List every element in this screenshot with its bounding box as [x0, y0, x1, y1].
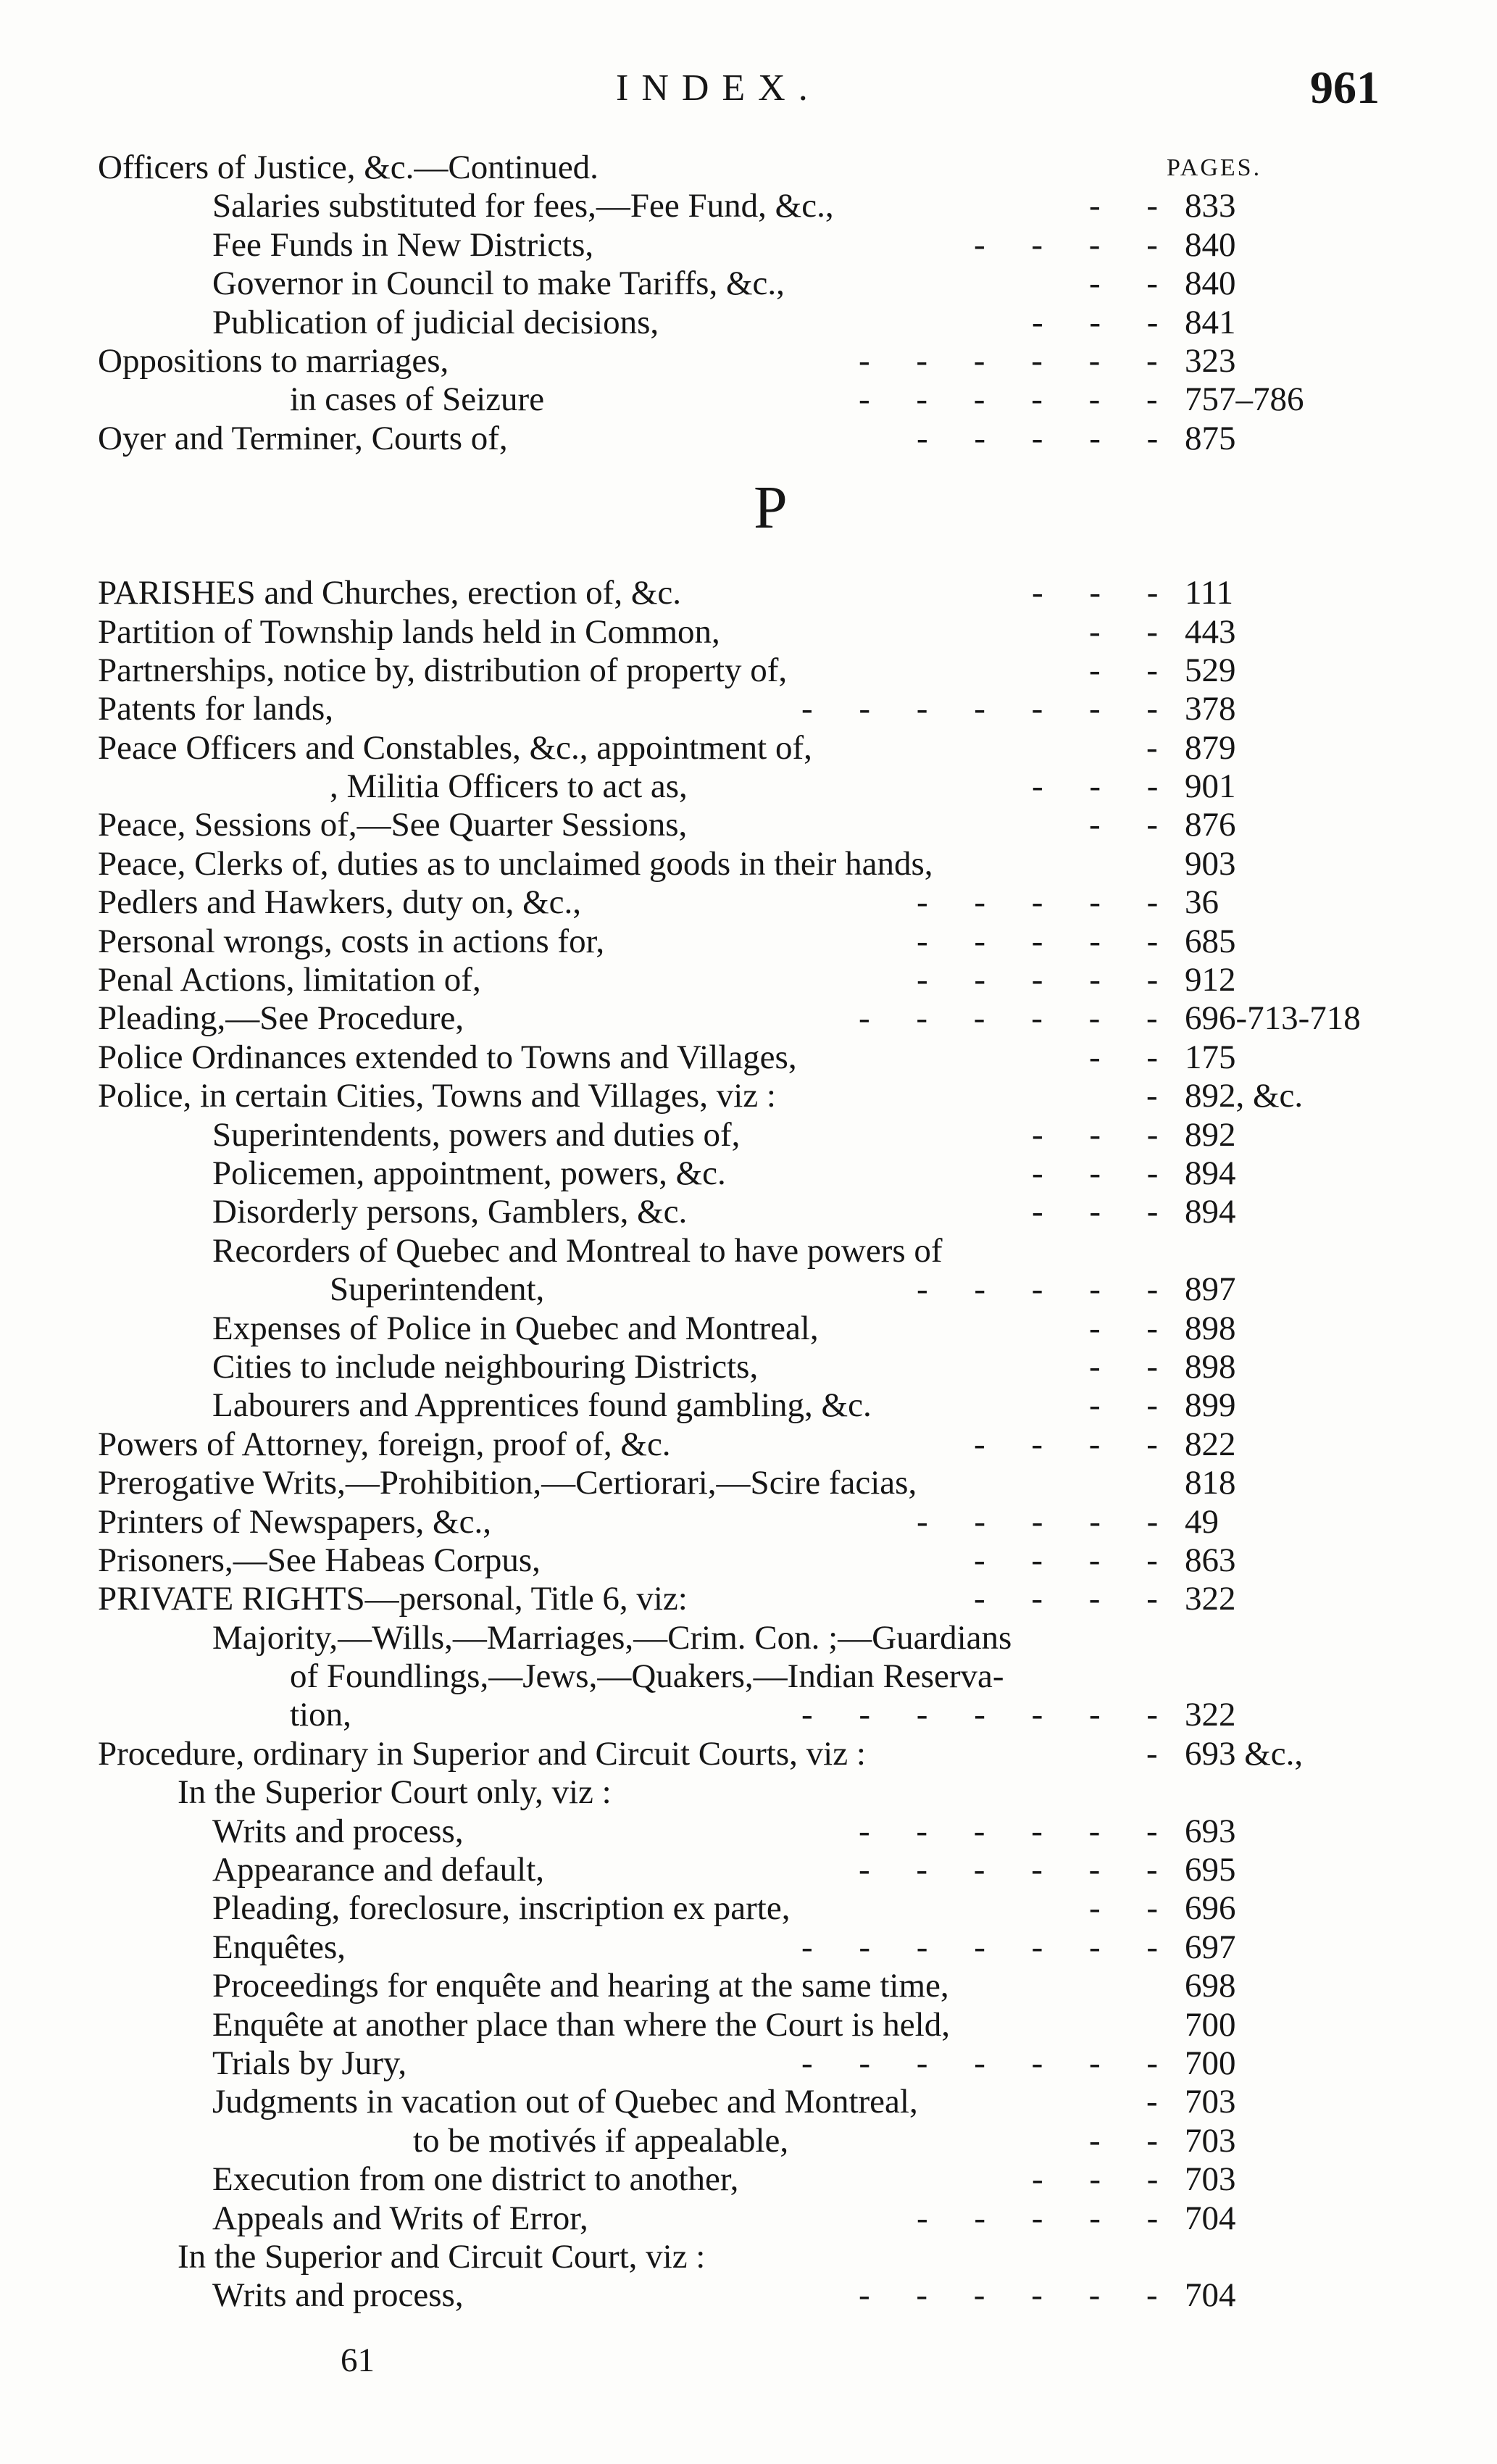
- leader-dashes: -: [1146, 728, 1158, 767]
- leader-dashes: - - - - - -: [859, 2276, 1158, 2315]
- index-entry: [0, 1464, 1497, 1502]
- entry-page-ref: 899: [1185, 1386, 1236, 1425]
- entry-text: Powers of Attorney, foreign, proof of, &c.: [98, 1425, 671, 1463]
- index-entry: [0, 1928, 1497, 1967]
- entry-page-ref: 693 &c.,: [1185, 1734, 1304, 1773]
- index-entry: [0, 613, 1497, 652]
- entry-text: PARISHES and Churches, erection of, &c.: [98, 574, 681, 612]
- leader-dashes: - - -: [1032, 2160, 1159, 2199]
- leader-dashes: - - - - - - -: [801, 2044, 1159, 2082]
- index-entry: [0, 961, 1497, 999]
- entry-text: Superintendent,: [330, 1270, 545, 1309]
- entry-text: PRIVATE RIGHTS—personal, Title 6, viz:: [98, 1580, 688, 1618]
- leader-dashes: - - -: [1032, 1154, 1159, 1192]
- entry-page-ref: 111: [1185, 574, 1234, 612]
- entry-text: Pleading,—See Procedure,: [98, 999, 464, 1038]
- entry-text: Enquête at another place than where the Court is held,: [212, 2005, 950, 2044]
- leader-dashes: -: [1146, 1734, 1158, 1773]
- entry-page-ref: 894: [1185, 1193, 1236, 1231]
- entry-text: Prisoners,—See Habeas Corpus,: [98, 1541, 541, 1579]
- index-entry: [0, 187, 1497, 225]
- index-entry: [0, 1696, 1497, 1734]
- leader-dashes: - - - -: [974, 1425, 1158, 1463]
- entry-text: Pleading, foreclosure, inscription ex parte,: [212, 1889, 791, 1928]
- entry-text: Recorders of Quebec and Montreal to have powers of: [212, 1231, 943, 1270]
- entry-page-ref: 704: [1185, 2199, 1236, 2237]
- entry-page-ref: 912: [1185, 961, 1236, 999]
- leader-dashes: - - - - - -: [859, 1851, 1158, 1889]
- index-entry: [0, 265, 1497, 303]
- leader-dashes: - - -: [1032, 1193, 1159, 1231]
- entry-text: Salaries substituted for fees,—Fee Fund, &c.,: [212, 187, 834, 225]
- entry-page-ref: 841: [1185, 303, 1236, 341]
- leader-dashes: - - - - -: [917, 2199, 1159, 2237]
- index-entry: [0, 149, 1497, 187]
- page-title: INDEX.: [616, 67, 821, 109]
- section-divider: [0, 458, 1497, 574]
- entry-text: tion,: [290, 1696, 351, 1734]
- entry-page-ref: 898: [1185, 1309, 1236, 1347]
- index-entry: [0, 1386, 1497, 1425]
- entry-page-ref: 322: [1185, 1696, 1236, 1734]
- leader-dashes: - - - - -: [917, 1270, 1159, 1309]
- index-entry: [0, 845, 1497, 883]
- entry-text: Expenses of Police in Quebec and Montreal,: [212, 1309, 819, 1347]
- entry-page-ref: 696: [1185, 1889, 1236, 1928]
- page-header: [0, 62, 1497, 125]
- leader-dashes: - - - - - - -: [801, 690, 1159, 728]
- entry-page-ref: 443: [1185, 612, 1236, 651]
- index-entry: [0, 690, 1497, 728]
- index-entry: [0, 1889, 1497, 1928]
- entry-text: Peace, Clerks of, duties as to unclaimed goods in their hands,: [98, 844, 933, 883]
- entry-text: Oppositions to marriages,: [98, 341, 449, 380]
- index-entry: [0, 574, 1497, 612]
- entry-page-ref: 894: [1185, 1154, 1236, 1192]
- entry-text: In the Superior and Circuit Court, viz :: [178, 2237, 706, 2276]
- entry-text: Policemen, appointment, powers, &c.: [212, 1154, 726, 1192]
- leader-dashes: - - - -: [974, 1580, 1158, 1618]
- leader-dashes: - - -: [1032, 303, 1159, 341]
- leader-dashes: - - - - -: [917, 961, 1159, 999]
- leader-dashes: - - - - -: [917, 419, 1159, 457]
- entry-page-ref: 875: [1185, 419, 1236, 457]
- pages-column-label: PAGES.: [1167, 154, 1262, 181]
- entry-page-ref: 322: [1185, 1580, 1236, 1618]
- index-entry: [0, 999, 1497, 1038]
- index-entry: [0, 1619, 1497, 1657]
- entry-page-ref: 529: [1185, 651, 1236, 689]
- entry-page-ref: 876: [1185, 806, 1236, 844]
- entry-page-ref: 685: [1185, 922, 1236, 960]
- entry-text: Trials by Jury,: [212, 2044, 407, 2082]
- entry-text: Cities to include neighbouring Districts,: [212, 1347, 759, 1386]
- index-entry: [0, 2238, 1497, 2276]
- entry-page-ref: 696-713-718: [1185, 999, 1361, 1038]
- entry-text: Personal wrongs, costs in actions for,: [98, 922, 605, 960]
- entry-page-ref: 697: [1185, 1928, 1236, 1966]
- leader-dashes: - - - - - -: [859, 380, 1158, 419]
- index-entries: [0, 149, 1497, 2315]
- index-entry: [0, 1657, 1497, 1696]
- entry-text: , Militia Officers to act as,: [330, 767, 688, 806]
- leader-dashes: - - - - - - -: [801, 1696, 1159, 1734]
- entry-text: Execution from one district to another,: [212, 2160, 739, 2199]
- entry-page-ref: 822: [1185, 1425, 1236, 1463]
- leader-dashes: - -: [1089, 1347, 1159, 1386]
- entry-page-ref: 703: [1185, 2083, 1236, 2121]
- entry-page-ref: 49: [1185, 1502, 1219, 1541]
- leader-dashes: -: [1146, 2083, 1158, 2121]
- index-entry: [0, 1967, 1497, 2005]
- signature-mark: 61: [341, 2342, 375, 2379]
- entry-page-ref: 703: [1185, 2160, 1236, 2199]
- entry-text: Proceedings for enquête and hearing at the same time,: [212, 1967, 949, 2005]
- entry-text: Appearance and default,: [212, 1851, 544, 1889]
- entry-page-ref: 757–786: [1185, 380, 1304, 419]
- leader-dashes: - - -: [1032, 767, 1159, 806]
- index-entry: [0, 226, 1497, 265]
- index-entry: [0, 806, 1497, 844]
- entry-page-ref: 703: [1185, 2121, 1236, 2160]
- entry-page-ref: 840: [1185, 265, 1236, 303]
- entry-text: Governor in Council to make Tariffs, &c.,: [212, 265, 785, 303]
- entry-page-ref: 704: [1185, 2276, 1236, 2315]
- entry-text: Police Ordinances extended to Towns and Villages,: [98, 1038, 797, 1076]
- index-entry: [0, 342, 1497, 380]
- entry-text: Superintendents, powers and duties of,: [212, 1115, 741, 1154]
- index-entry: [0, 1154, 1497, 1193]
- entry-page-ref: 700: [1185, 2044, 1236, 2082]
- entry-text: Majority,—Wills,—Marriages,—Crim. Con. ;—Guardians: [212, 1618, 1012, 1657]
- leader-dashes: - -: [1089, 651, 1159, 689]
- entry-page-ref: 840: [1185, 225, 1236, 264]
- leader-dashes: -: [1146, 1077, 1158, 1115]
- index-entry: [0, 1735, 1497, 1773]
- entry-text: Procedure, ordinary in Superior and Circuit Courts, viz :: [98, 1734, 866, 1773]
- index-entry: [0, 1425, 1497, 1464]
- index-entry: [0, 1270, 1497, 1309]
- index-entry: [0, 380, 1497, 419]
- entry-text: Pedlers and Hawkers, duty on, &c.,: [98, 883, 581, 922]
- index-entry: [0, 2083, 1497, 2121]
- index-entry: [0, 923, 1497, 961]
- index-entry: [0, 1193, 1497, 1231]
- entry-text: Oyer and Terminer, Courts of,: [98, 419, 508, 457]
- index-entry: [0, 1541, 1497, 1580]
- entry-page-ref: 898: [1185, 1347, 1236, 1386]
- index-entry: [0, 1503, 1497, 1541]
- entry-page-ref: 698: [1185, 1967, 1236, 2005]
- index-entry: [0, 1116, 1497, 1154]
- leader-dashes: - -: [1089, 1038, 1159, 1076]
- entry-page-ref: 879: [1185, 728, 1236, 767]
- index-entry: [0, 1773, 1497, 1812]
- index-entry: [0, 652, 1497, 690]
- index-entry: [0, 1348, 1497, 1386]
- leader-dashes: - -: [1089, 1309, 1159, 1347]
- entry-text: Writs and process,: [212, 1812, 464, 1850]
- entry-text: Appeals and Writs of Error,: [212, 2199, 588, 2237]
- entry-text: Prerogative Writs,—Prohibition,—Certiorari,—Scire facias,: [98, 1464, 917, 1502]
- entry-page-ref: 693: [1185, 1812, 1236, 1850]
- entry-page-ref: 892, &c.: [1185, 1077, 1304, 1115]
- entry-page-ref: 695: [1185, 1851, 1236, 1889]
- entry-page-ref: 892: [1185, 1115, 1236, 1154]
- index-entry: [0, 1232, 1497, 1270]
- leader-dashes: - - - -: [974, 1541, 1158, 1579]
- index-entry: [0, 883, 1497, 922]
- index-entry: [0, 2160, 1497, 2199]
- index-entry: [0, 1310, 1497, 1348]
- entry-text: Peace, Sessions of,—See Quarter Sessions,: [98, 806, 688, 844]
- index-entry: [0, 729, 1497, 767]
- leader-dashes: - - - -: [974, 225, 1158, 264]
- index-entry: [0, 2044, 1497, 2083]
- entry-text: Partnerships, notice by, distribution of property of,: [98, 651, 788, 689]
- leader-dashes: - -: [1089, 1386, 1159, 1425]
- entry-page-ref: 323: [1185, 341, 1236, 380]
- index-entry: [0, 767, 1497, 806]
- page-number: 961: [1310, 62, 1380, 113]
- entry-text: to be motivés if appealable,: [413, 2121, 789, 2160]
- entry-text: Publication of judicial decisions,: [212, 303, 659, 341]
- entry-page-ref: 833: [1185, 187, 1236, 225]
- entry-page-ref: 175: [1185, 1038, 1236, 1076]
- entry-text: Patents for lands,: [98, 690, 334, 728]
- leader-dashes: - - - - -: [917, 1502, 1159, 1541]
- leader-dashes: - - -: [1032, 1115, 1159, 1154]
- leader-dashes: - - - - - - -: [801, 1928, 1159, 1966]
- entry-text: Printers of Newspapers, &c.,: [98, 1502, 491, 1541]
- leader-dashes: - - - - - -: [859, 1812, 1158, 1850]
- section-letter: P: [754, 474, 788, 542]
- index-entry: [0, 1851, 1497, 1889]
- index-entry: [0, 1077, 1497, 1115]
- entry-text: Penal Actions, limitation of,: [98, 961, 481, 999]
- entry-text: In the Superior Court only, viz :: [178, 1773, 612, 1812]
- entry-text: of Foundlings,—Jews,—Quakers,—Indian Reserva-: [290, 1657, 1004, 1696]
- entry-page-ref: 863: [1185, 1541, 1236, 1579]
- leader-dashes: - -: [1089, 187, 1159, 225]
- leader-dashes: - - - - - -: [859, 999, 1158, 1038]
- entry-text: Fee Funds in New Districts,: [212, 225, 594, 264]
- entry-page-ref: 901: [1185, 767, 1236, 806]
- index-entry: [0, 2199, 1497, 2238]
- index-entry: [0, 2006, 1497, 2044]
- leader-dashes: - -: [1089, 1889, 1159, 1928]
- index-entry: [0, 420, 1497, 458]
- entry-page-ref: 36: [1185, 883, 1219, 922]
- index-entry: [0, 1812, 1497, 1851]
- entry-text: Police, in certain Cities, Towns and Villages, viz :: [98, 1077, 776, 1115]
- entry-page-ref: 700: [1185, 2005, 1236, 2044]
- index-entry: [0, 2276, 1497, 2315]
- entry-text: Labourers and Apprentices found gambling, &c.: [212, 1386, 872, 1425]
- entry-text: Judgments in vacation out of Quebec and Montreal,: [212, 2083, 918, 2121]
- entry-text: Disorderly persons, Gamblers, &c.: [212, 1193, 688, 1231]
- index-entry: [0, 304, 1497, 342]
- leader-dashes: - -: [1089, 806, 1159, 844]
- leader-dashes: - - - - -: [917, 883, 1159, 922]
- entry-page-ref: 897: [1185, 1270, 1236, 1309]
- entry-text: in cases of Seizure: [290, 380, 545, 419]
- leader-dashes: - - - - - -: [859, 341, 1158, 380]
- index-entry: [0, 1039, 1497, 1077]
- index-entry: [0, 1580, 1497, 1618]
- entry-text: Enquêtes,: [212, 1928, 346, 1966]
- leader-dashes: - -: [1089, 265, 1159, 303]
- entry-text: Partition of Township lands held in Common,: [98, 612, 720, 651]
- entry-text: Peace Officers and Constables, &c., appointment of,: [98, 728, 812, 767]
- leader-dashes: - - -: [1032, 574, 1159, 612]
- entry-text: Writs and process,: [212, 2276, 464, 2315]
- entry-text: Officers of Justice, &c.—Continued.: [98, 149, 599, 186]
- entry-page-ref: 378: [1185, 690, 1236, 728]
- leader-dashes: - -: [1089, 2121, 1159, 2160]
- leader-dashes: - -: [1089, 612, 1159, 651]
- index-entry: [0, 2122, 1497, 2160]
- entry-page-ref: 903: [1185, 844, 1236, 883]
- leader-dashes: - - - - -: [917, 922, 1159, 960]
- entry-page-ref: 818: [1185, 1464, 1236, 1502]
